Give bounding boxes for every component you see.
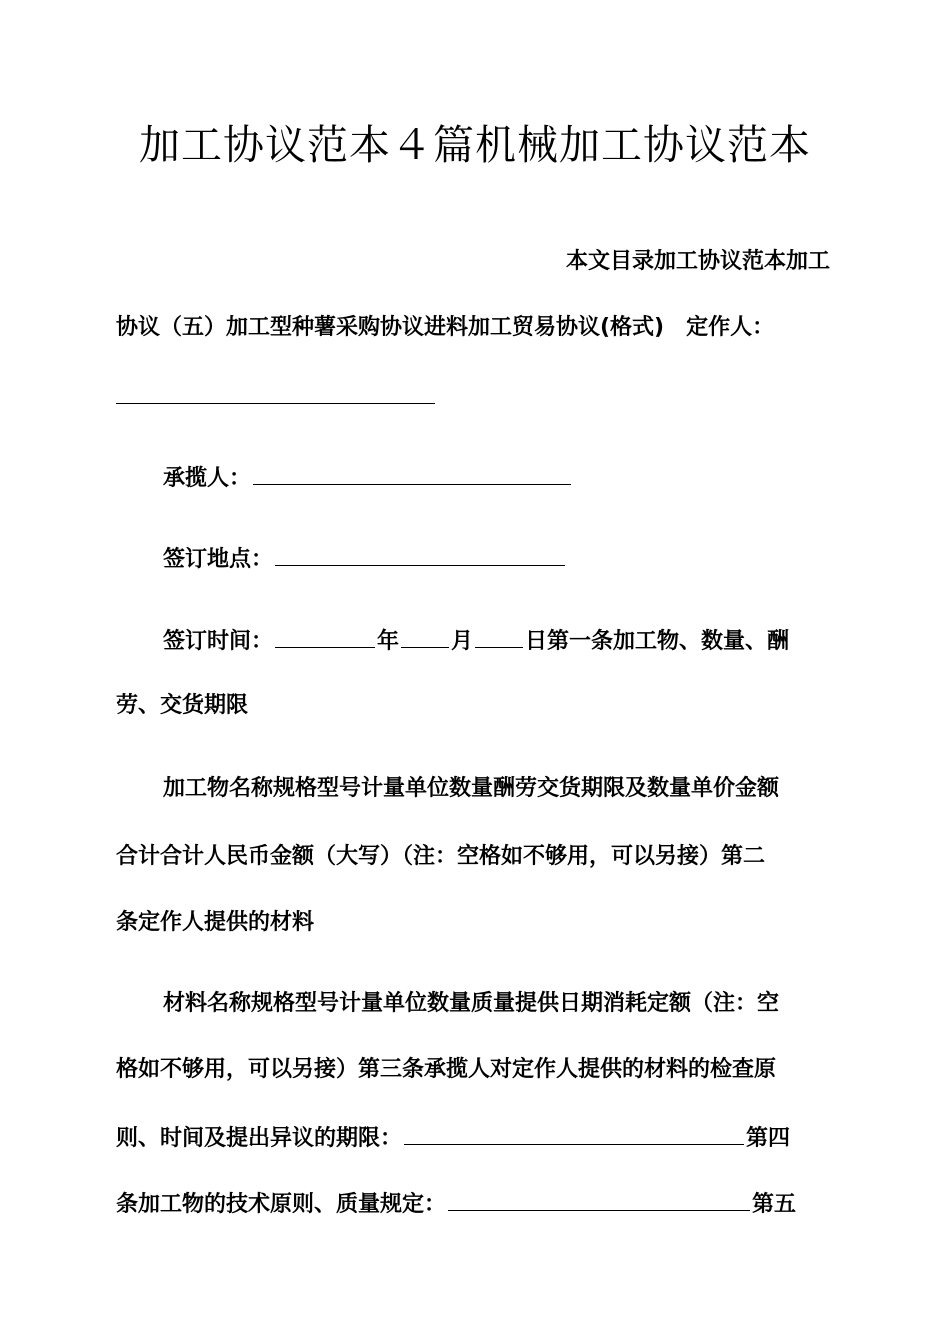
quality-spec-blank [448,1188,750,1211]
para2-line-4-end: 第五 [752,1192,797,1217]
year-label: 年 [377,629,400,654]
sign-time-label: 签订时间： [163,629,274,654]
objection-period-blank [404,1122,744,1145]
day-blank [475,625,523,648]
article1-continuation: 劳、交货期限 [116,693,249,718]
day-article1-text: 日第一条加工物、数量、酬 [525,629,790,654]
contractor-blank [253,462,571,485]
para2-line-3-text: 则、时间及提出异议的期限： [116,1126,403,1151]
para2-line-4-text: 条加工物的技术原则、质量规定： [116,1192,447,1217]
toc-line-1: 本文目录加工协议范本加工 [565,249,830,274]
contractor-label: 承揽人： [163,466,252,491]
sign-time-line [163,625,789,657]
para1-line-1: 加工物名称规格型号计量单位数量酬劳交货期限及数量单价金额 [163,776,780,801]
para2-line-3 [116,1122,790,1154]
toc-line-2: 协议（五）加工型种薯采购协议进料加工贸易协议(格式) 定作人： [116,315,775,340]
month-label: 月 [451,629,474,654]
para2-line-2: 格如不够用，可以另接）第三条承揽人对定作人提供的材料的检查原 [116,1057,777,1082]
sign-place-label: 签订地点： [163,547,274,572]
customer-name-blank [116,403,435,404]
sign-place-blank [275,543,565,566]
document-title: 加工协议范本４篇机械加工协议范本 [139,121,811,169]
month-blank [401,625,449,648]
para2-line-4 [116,1188,796,1220]
para1-line-2: 合计合计人民币金额（大写）（注：空格如不够用，可以另接）第二 [116,844,766,869]
para2-line-1: 材料名称规格型号计量单位数量质量提供日期消耗定额（注：空 [163,991,780,1016]
contractor-line [163,462,573,494]
para1-line-3: 条定作人提供的材料 [116,910,315,935]
para2-line-3-end: 第四 [746,1126,791,1151]
year-blank [275,625,375,648]
sign-place-line [163,543,567,575]
